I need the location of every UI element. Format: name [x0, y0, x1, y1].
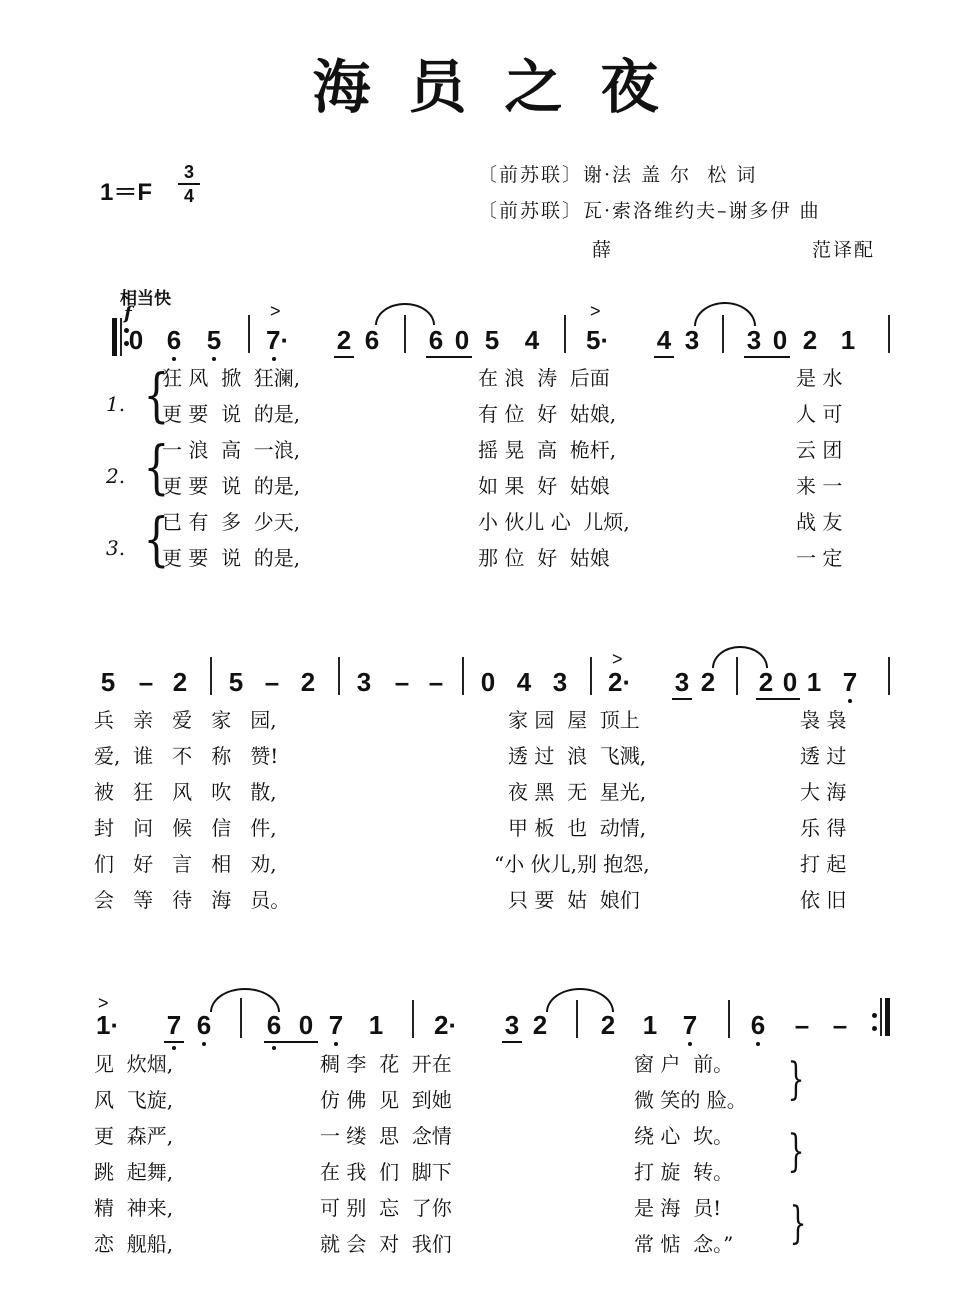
note: 5 [484, 325, 500, 355]
accent-mark: > [98, 993, 109, 1013]
low-octave-dot [172, 357, 176, 361]
note: 3 [552, 667, 568, 697]
lyric-line: “小 伙儿,别 抱怨, [494, 852, 650, 876]
lyric-line: 常 惦 念。” [634, 1232, 734, 1256]
lyric-line: 透 过 浪 飞溅, [508, 744, 647, 768]
note: 2 [532, 1010, 548, 1040]
lyric-line: 微 笑的 脸。 [634, 1088, 747, 1112]
tempo-marking: 相当快 [120, 289, 171, 309]
lyric-line: 风 飞旋, [94, 1088, 174, 1112]
lyric-line: 会 等 待 海 员。 [94, 888, 291, 912]
note: 0 [772, 325, 788, 355]
verse-number: 3. [106, 536, 126, 560]
lyric-line: 恋 舰船, [94, 1232, 174, 1256]
lyric-line: 狂 风 掀 狂澜, [162, 366, 301, 390]
tie-arc [210, 988, 280, 1012]
bar-line [888, 315, 890, 353]
dash: – [264, 667, 280, 697]
dash: – [832, 1010, 848, 1040]
note: 6 [428, 325, 444, 355]
lyric-line: 乐 得 [800, 816, 847, 840]
lyric-line: 仿 佛 见 到她 [320, 1088, 452, 1112]
key-signature: 1＝F [100, 179, 153, 206]
dash: – [138, 667, 154, 697]
bar-line [564, 315, 566, 353]
lyric-line: 一 定 [796, 546, 843, 570]
lyric-line: 跳 起舞, [94, 1160, 174, 1184]
verse-brace: { [143, 505, 170, 573]
bar-line [412, 1000, 414, 1038]
bar-line [728, 1000, 730, 1038]
note: 2 [802, 325, 818, 355]
verse-brace: { [143, 361, 170, 429]
lyric-line: 们 好 言 相 劝, [94, 852, 277, 876]
bar-line [576, 1000, 578, 1038]
low-octave-dot [172, 1046, 176, 1050]
lyric-line: 如 果 好 姑娘 [478, 474, 610, 498]
lyric-line: 战 友 [796, 510, 843, 534]
lyric-line: 甲 板 也 动情, [508, 816, 647, 840]
verse-brace: { [143, 433, 170, 501]
closing-brace: } [789, 1198, 807, 1249]
translator-credit-right: 范译配 [812, 239, 876, 261]
bar-line [338, 657, 340, 695]
note: 4 [516, 667, 532, 697]
note: 2· [434, 1010, 458, 1040]
note: 7· [266, 325, 290, 355]
note: 3 [504, 1010, 520, 1040]
note: 1 [806, 667, 822, 697]
bar-line [722, 315, 724, 353]
dash: – [428, 667, 444, 697]
note: 2 [600, 1010, 616, 1040]
tie-arc [712, 646, 768, 668]
note: 4 [524, 325, 540, 355]
lyric-line: 在 浪 涛 后面 [478, 366, 610, 390]
lyric-line: 可 别 忘 了你 [320, 1196, 452, 1220]
note: 0 [480, 667, 496, 697]
lyric-line: 那 位 好 姑娘 [478, 546, 610, 570]
lyric-line: 来 一 [796, 474, 843, 498]
lyric-line: 封 问 候 信 件, [94, 816, 277, 840]
note: 0 [298, 1010, 314, 1040]
note: 6 [166, 325, 182, 355]
time-denominator: 4 [183, 186, 194, 206]
low-octave-dot [688, 1042, 692, 1046]
lyric-line: 人 可 [796, 402, 843, 426]
note: 6 [196, 1010, 212, 1040]
lyric-line: 已 有 多 少天, [162, 510, 301, 534]
lyric-line: 见 炊烟, [94, 1052, 174, 1076]
note: 6 [750, 1010, 766, 1040]
eighth-underline [756, 698, 800, 700]
lyric-line: 窗 户 前。 [634, 1052, 734, 1076]
time-signature [178, 162, 200, 206]
note: 7 [842, 667, 858, 697]
time-numerator: 3 [183, 162, 194, 182]
lyric-line: 夜 黑 无 星光, [508, 780, 647, 804]
note: 1 [642, 1010, 658, 1040]
note: 2· [608, 667, 632, 697]
note: 2 [172, 667, 188, 697]
lyric-line: 打 旋 转。 [634, 1160, 734, 1184]
bar-line [240, 998, 242, 1038]
lyric-line: 只 要 姑 娘们 [508, 888, 640, 912]
dynamic-marking: f [124, 303, 132, 324]
lyric-line: 更 要 说 的是, [162, 474, 301, 498]
note: 2 [300, 667, 316, 697]
bar-line [888, 657, 890, 695]
dash: – [794, 1010, 810, 1040]
repeat-start-thin-bar [120, 318, 122, 356]
note: 1 [840, 325, 856, 355]
lyric-line: 是 海 员! [634, 1196, 722, 1220]
bar-line [210, 657, 212, 695]
note: 5· [586, 325, 610, 355]
lyric-line: 一 缕 思 念情 [320, 1124, 452, 1148]
accent-mark: > [612, 649, 623, 669]
lyric-line: 一 浪 高 一浪, [162, 438, 301, 462]
note: 2 [700, 667, 716, 697]
low-octave-dot [202, 1042, 206, 1046]
tie-arc [546, 988, 614, 1012]
bar-line [462, 657, 464, 695]
lyric-line: 稠 李 花 开在 [320, 1052, 452, 1076]
note: 0 [128, 325, 144, 355]
lyric-line: 更 森严, [94, 1124, 174, 1148]
note: 7 [682, 1010, 698, 1040]
lyric-line: 摇 晃 高 桅杆, [478, 438, 617, 462]
repeat-start-thick-bar [112, 318, 117, 356]
lyric-line: 云 团 [796, 438, 843, 462]
note: 0 [782, 667, 798, 697]
lyric-line: 在 我 们 脚下 [320, 1160, 452, 1184]
lyric-line: 绕 心 坎。 [634, 1124, 734, 1148]
low-octave-dot [212, 357, 216, 361]
bar-line [248, 315, 250, 353]
low-octave-dot [334, 1042, 338, 1046]
low-octave-dot [848, 699, 852, 703]
verse-number: 1. [106, 392, 126, 416]
note: 1· [96, 1010, 120, 1040]
note: 0 [454, 325, 470, 355]
eighth-underline [164, 1041, 184, 1043]
eighth-underline [654, 356, 674, 358]
lyric-line: 更 要 说 的是, [162, 546, 301, 570]
bar-line [404, 315, 406, 353]
lyric-line: 是 水 [796, 366, 843, 390]
tie-arc [694, 302, 756, 326]
lyric-line: 被 狂 风 吹 散, [94, 780, 277, 804]
composer-credit: 〔前苏联〕瓦·索洛维约夫–谢多伊 曲 [478, 200, 821, 222]
lyric-line: 精 神来, [94, 1196, 174, 1220]
eighth-underline [672, 698, 692, 700]
note: 2 [758, 667, 774, 697]
bar-line [736, 657, 738, 695]
song-title: 海员之夜 [312, 53, 697, 121]
note: 5 [100, 667, 116, 697]
bar-line [590, 657, 592, 695]
eighth-underline [334, 356, 354, 358]
note: 5 [206, 325, 222, 355]
note: 6 [364, 325, 380, 355]
note: 6 [266, 1010, 282, 1040]
lyric-line: 有 位 好 姑娘, [478, 402, 617, 426]
closing-brace: } [787, 1054, 805, 1105]
repeat-end-thin-bar [880, 998, 882, 1036]
repeat-end-thick-bar [885, 998, 890, 1036]
repeat-dot [872, 1013, 877, 1018]
lyric-line: 透 过 [800, 744, 847, 768]
closing-brace: } [787, 1126, 805, 1177]
note: 3 [684, 325, 700, 355]
note: 3 [674, 667, 690, 697]
dash: – [394, 667, 410, 697]
lyric-line: 小 伙儿 心 儿烦, [478, 510, 630, 534]
eighth-underline [264, 1041, 318, 1043]
note: 2 [336, 325, 352, 355]
accent-mark: > [590, 301, 601, 321]
fraction-line [178, 183, 200, 185]
low-octave-dot [756, 1042, 760, 1046]
note: 7 [328, 1010, 344, 1040]
lyricist-credit: 〔前苏联〕谢·法 盖 尔 松 词 [478, 164, 758, 186]
lyric-line: 就 会 对 我们 [320, 1232, 452, 1256]
note: 7 [166, 1010, 182, 1040]
accent-mark: > [270, 301, 281, 321]
verse-number: 2. [106, 464, 126, 488]
low-octave-dot [272, 1046, 276, 1050]
eighth-underline [744, 356, 790, 358]
repeat-dot [872, 1026, 877, 1031]
lyric-line: 大 海 [800, 780, 847, 804]
note: 3 [746, 325, 762, 355]
lyric-line: 家 园 屋 顶上 [508, 708, 640, 732]
eighth-underline [426, 356, 472, 358]
lyric-line: 更 要 说 的是, [162, 402, 301, 426]
translator-credit-left: 薛 [592, 239, 614, 261]
lyric-line: 袅 袅 [800, 708, 847, 732]
lyric-line: 兵 亲 爱 家 园, [94, 708, 277, 732]
note: 5 [228, 667, 244, 697]
eighth-underline [502, 1041, 522, 1043]
lyric-line: 爱, 谁 不 称 赞! [94, 744, 279, 768]
lyric-line: 依 旧 [800, 888, 847, 912]
lyric-line: 打 起 [800, 852, 847, 876]
note: 4 [656, 325, 672, 355]
note: 3 [356, 667, 372, 697]
note: 1 [368, 1010, 384, 1040]
low-octave-dot [272, 357, 276, 361]
